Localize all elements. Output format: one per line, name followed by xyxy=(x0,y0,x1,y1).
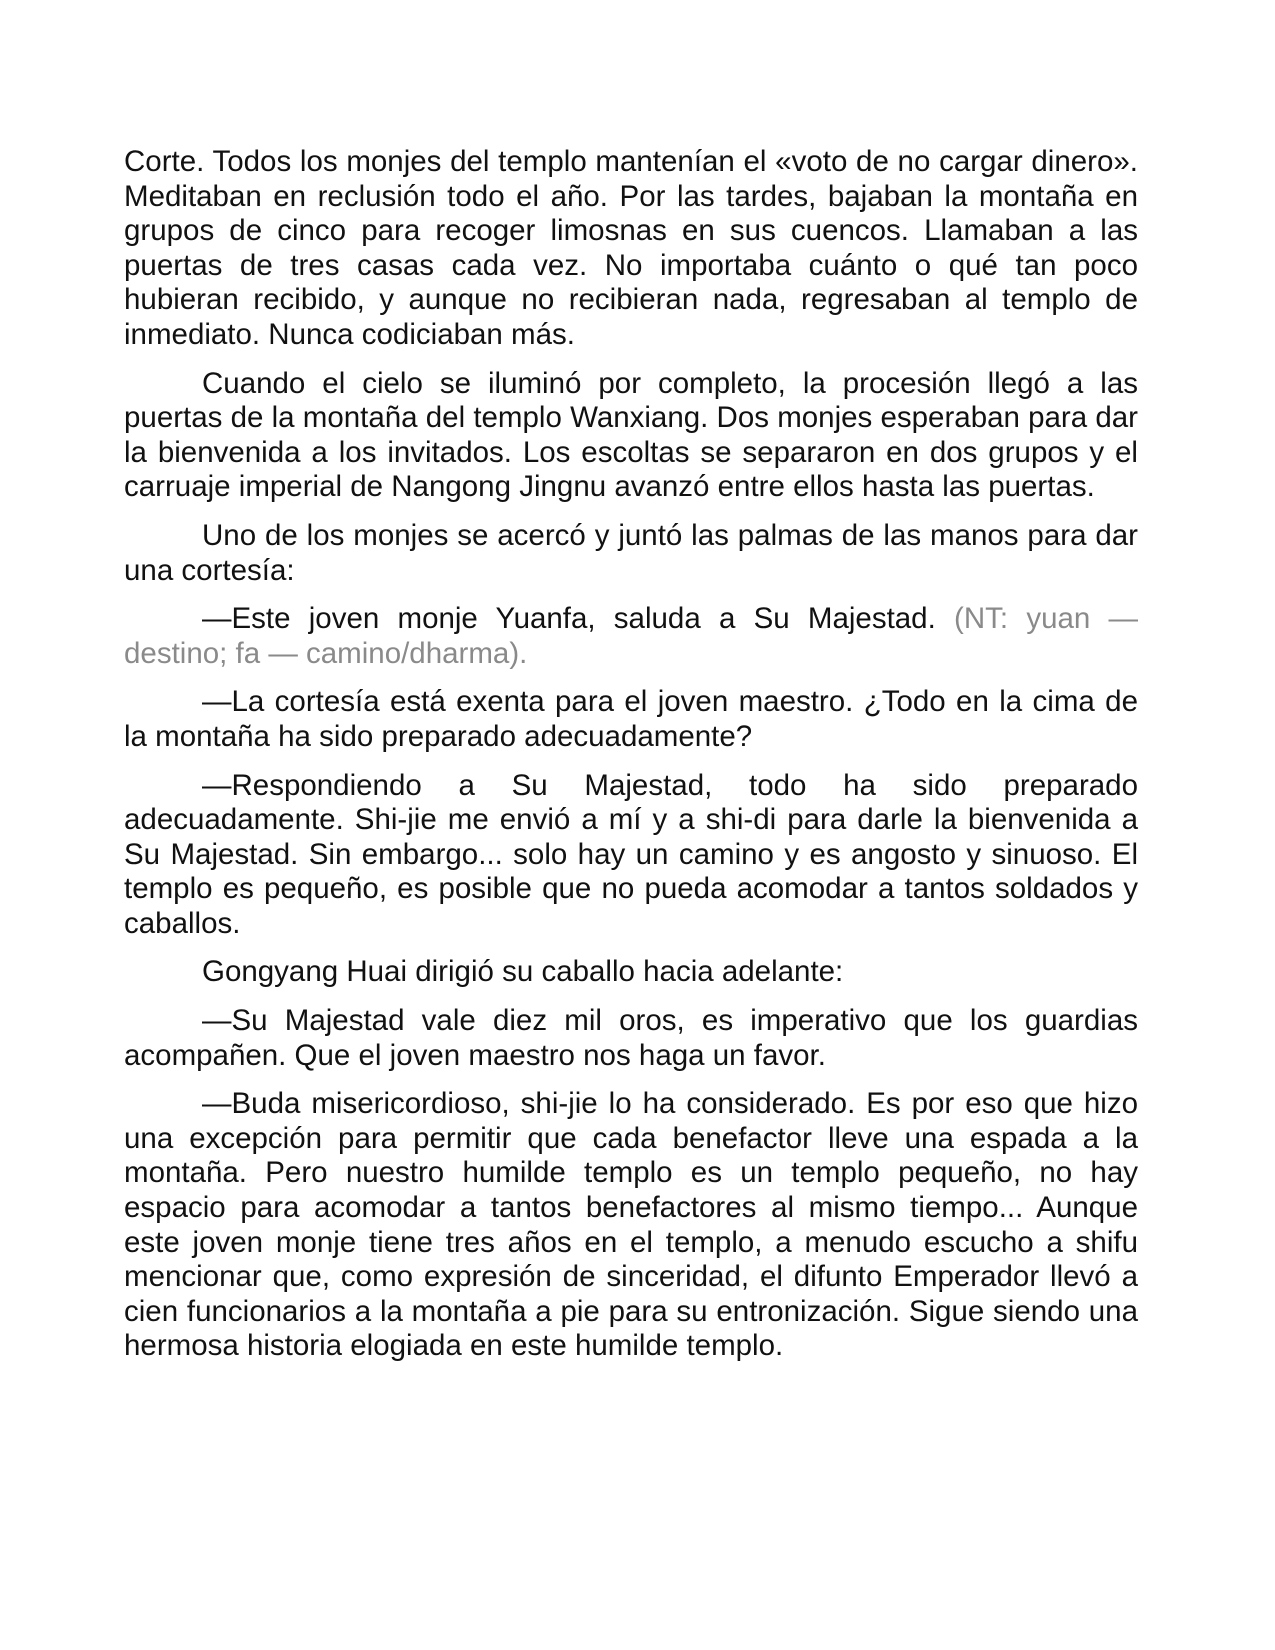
paragraph-4 xyxy=(124,602,1138,671)
paragraph-2: Cuando el cielo se iluminó por completo, la procesión llegó a las puertas de la montaña del templo Wanxiang. Dos monjes esperaban para dar la bienvenida a los invitados. Los escoltas se separaron en dos grupos y el carruaje imperial de Nangong Jingnu avanzó entre ellos hasta las puertas. xyxy=(124,366,1138,504)
translator-note: (NT: yuan — destino; fa — camino/dharma). xyxy=(124,602,1139,670)
paragraph-7: Gongyang Huai dirigió su caballo hacia adelante: xyxy=(202,955,844,989)
document-page xyxy=(124,145,1138,1378)
paragraph-8: —Su Majestad vale diez mil oros, es imperativo que los guardias acompañen. Que el joven maestro nos haga un favor. xyxy=(124,1004,1138,1072)
paragraph-6: —Respondiendo a Su Majestad, todo ha sido preparado adecuadamente. Shi-jie me envió a mí y a shi-di para darle la bienvenida a Su Majestad. Sin embargo... solo hay un camino y es angosto y sinuoso. El templo es pequeño, es posible que no pueda acomodar a tantos soldados y caballos. xyxy=(124,768,1138,940)
paragraph-9: —Buda misericordioso, shi-jie lo ha considerado. Es por eso que hizo una excepción para permitir que cada benefactor lleve una espada a la montaña. Pero nuestro humilde templo es un templo pequeño, no hay espacio para acomodar a tantos benefactores al mismo tiempo... Aunque este joven monje tiene tres años en el templo, a menudo escucho a shifu mencionar que, como expresión de sinceridad, el difunto Emperador llevó a cien funcionarios a la montaña a pie para su entronización. Sigue siendo una hermosa historia elogiada en este humilde templo. xyxy=(124,1087,1138,1363)
dialogue-text: —Este joven monje Yuanfa, saluda a Su Majestad. xyxy=(202,602,936,636)
paragraph-1: Corte. Todos los monjes del templo mantenían el «voto de no cargar dinero». Meditaban en reclusión todo el año. Por las tardes, bajaban la montaña en grupos de cinco para recoger limosnas en sus cuencos. Llamaban a las puertas de tres casas cada vez. No importaba cuánto o qué tan poco hubieran recibido, y aunque no recibieran nada, regresaban al templo de inmediato. Nunca codiciaban más. xyxy=(124,145,1138,351)
paragraph-3: Uno de los monjes se acercó y juntó las palmas de las manos para dar una cortesía: xyxy=(124,518,1138,587)
paragraph-5: —La cortesía está exenta para el joven maestro. ¿Todo en la cima de la montaña ha sido preparado adecuadamente? xyxy=(124,685,1138,753)
